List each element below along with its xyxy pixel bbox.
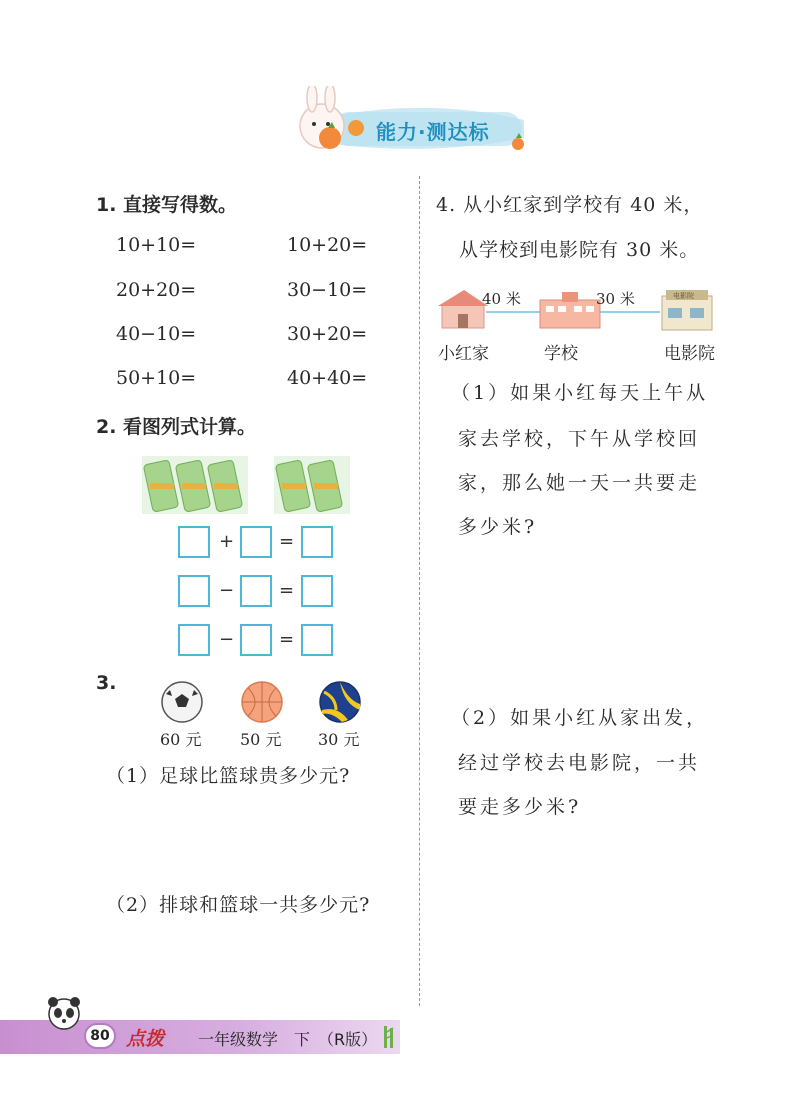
distance-2: 30 米 [596,290,635,308]
bamboo-icon [380,1024,398,1050]
q4-sub1-line1: （1）如果小红每天上午从 [451,382,709,404]
answer-box[interactable] [301,624,333,656]
equals-sign: = [279,580,295,601]
q4-sub2-line2: 经过学校去电影院，一共 [458,752,701,774]
answer-box[interactable] [178,624,210,656]
page-number: 80 [90,1028,110,1044]
cinema-sign-text: 电影院 [673,292,694,300]
school-icon [540,292,600,328]
header-title: 能力·测达标 [376,120,490,144]
q3-number: 3. [96,672,117,694]
q4-line1: 4. 从小红家到学校有 40 米， [436,194,704,216]
q1-right-2: 30−10= [287,279,368,301]
q1-left-4: 50+10= [116,367,197,389]
q1-right-3: 30+20= [287,323,368,345]
q4-sub2-line1: （2）如果小红从家出发， [451,707,709,729]
basketball-price: 50 元 [240,730,282,749]
brand-logo: 点拨 [126,1028,165,1050]
answer-box[interactable] [240,526,272,558]
answer-box[interactable] [240,624,272,656]
q3-sub1: （1）足球比篮球贵多少元? [106,765,351,787]
answer-box[interactable] [178,526,210,558]
operator-minus: − [219,629,235,650]
q1-left-3: 40−10= [116,323,197,345]
q4-sub1-line4: 多少米? [458,516,538,538]
answer-box[interactable] [301,575,333,607]
answer-box[interactable] [240,575,272,607]
header-banner [292,86,534,158]
volleyball-icon [318,680,362,724]
q2-title: 2. 看图列式计算。 [96,416,257,438]
basketball-icon [240,680,284,724]
place-home: 小红家 [438,344,489,364]
operator-plus: + [219,531,235,552]
answer-box[interactable] [301,526,333,558]
stick-bundles-illustration [140,454,360,516]
house-icon [438,290,488,328]
q4-sub1-line3: 家，那么她一天一共要走 [458,472,701,494]
q3-sub2: （2）排球和篮球一共多少元? [106,894,371,916]
q1-title: 1. 直接写得数。 [96,194,238,216]
q1-right-1: 10+20= [287,234,368,256]
book-title: 一年级数学 下 （R版） [198,1030,378,1049]
column-divider [419,176,420,1006]
equals-sign: = [279,531,295,552]
page-number-badge [84,1023,116,1049]
q1-right-4: 40+40= [287,367,368,389]
q4-sub1-line2: 家去学校，下午从学校回 [458,428,701,450]
q4-line2: 从学校到电影院有 30 米。 [459,239,700,261]
distance-1: 40 米 [482,290,521,308]
q1-left-2: 20+20= [116,279,197,301]
soccer-ball-icon [160,680,204,724]
q4-sub2-line3: 要走多少米? [458,796,582,818]
answer-box[interactable] [178,575,210,607]
operator-minus: − [219,580,235,601]
stick-bundle-group-left [142,456,248,514]
panda-mascot-icon [44,994,84,1034]
place-school: 学校 [544,344,578,364]
place-cinema: 电影院 [664,344,715,364]
soccer-price: 60 元 [160,730,202,749]
volleyball-price: 30 元 [318,730,360,749]
q1-left-1: 10+10= [116,234,197,256]
stick-bundle-group-right [274,456,350,514]
equals-sign: = [279,629,295,650]
